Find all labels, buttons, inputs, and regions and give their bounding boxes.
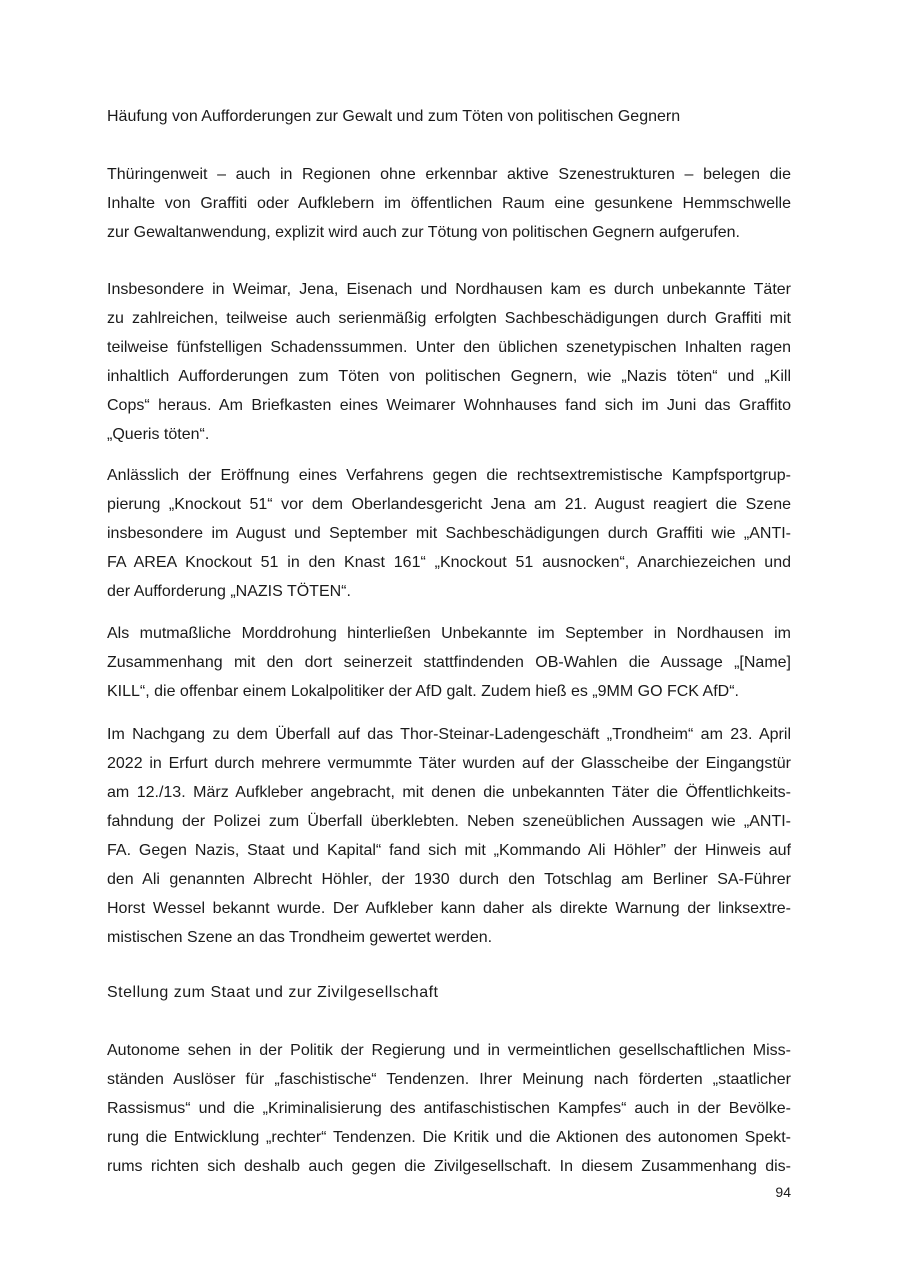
section-heading: Häufung von Aufforderungen zur Gewalt und zum Töten von politischen Gegnern [107, 108, 681, 125]
text-line: zu zahlreichen, teilweise auch serienmäßig erfolgten Sachbeschädigungen durch Graffiti mit [107, 310, 791, 327]
text-line: Horst Wessel bekannt wurde. Der Aufkleber kann daher als direkte Warnung der linksextre- [107, 900, 791, 917]
page-number: 94 [775, 1184, 791, 1200]
text-line: Anlässlich der Eröffnung eines Verfahrens gegen die rechtsextremistische Kampfsportgrup- [107, 467, 791, 484]
section-heading: Stellung zum Staat und zur Zivilgesellschaft [107, 984, 439, 1001]
text-line: teilweise fünfstelligen Schadenssummen. Unter den üblichen szenetypischen Inhalten ragen [107, 339, 791, 356]
text-line: pierung „Knockout 51“ vor dem Oberlandesgericht Jena am 21. August reagiert die Szene [107, 496, 791, 513]
text-line: inhaltlich Aufforderungen zum Töten von politischen Gegnern, wie „Nazis töten“ und „Kill [107, 368, 791, 385]
paragraph [107, 275, 791, 449]
text-line: Rassismus“ und die „Kriminalisierung des antifaschistischen Kampfes“ auch in der Bevölke- [107, 1100, 791, 1117]
text-line: FA. Gegen Nazis, Staat und Kapital“ fand sich mit „Kommando Ali Höhler” der Hinweis auf [107, 842, 791, 859]
text-line: Insbesondere in Weimar, Jena, Eisenach und Nordhausen kam es durch unbekannte Täter [107, 281, 791, 298]
paragraph [107, 720, 791, 952]
text-line: Als mutmaßliche Morddrohung hinterließen Unbekannte im September in Nordhausen im [107, 625, 791, 642]
text-line: zur Gewaltanwendung, explizit wird auch zur Tötung von politischen Gegnern aufgerufen. [107, 224, 740, 241]
paragraph [107, 1036, 791, 1181]
text-line: Autonome sehen in der Politik der Regierung und in vermeintlichen gesellschaftlichen Miss- [107, 1042, 791, 1059]
text-line: Cops“ heraus. Am Briefkasten eines Weimarer Wohnhauses fand sich im Juni das Graffito [107, 397, 791, 414]
text-line: fahndung der Polizei zum Überfall überklebten. Neben szeneüblichen Aussagen wie „ANTI- [107, 813, 791, 830]
text-line: am 12./13. März Aufkleber angebracht, mit denen die unbekannten Täter die Öffentlichkeits- [107, 784, 791, 801]
paragraph [107, 461, 791, 606]
text-line: Zusammenhang mit den dort seinerzeit stattfindenden OB-Wahlen die Aussage „[Name] [107, 654, 791, 671]
text-line: der Aufforderung „NAZIS TÖTEN“. [107, 583, 351, 600]
text-line: insbesondere im August und September mit Sachbeschädigungen durch Graffiti wie „ANTI- [107, 525, 791, 542]
text-line: KILL“, die offenbar einem Lokalpolitiker der AfD galt. Zudem hieß es „9MM GO FCK AfD“. [107, 683, 739, 700]
text-line: rums richten sich deshalb auch gegen die Zivilgesellschaft. In diesem Zusammenhang dis- [107, 1158, 791, 1175]
text-line: mistischen Szene an das Trondheim gewertet werden. [107, 929, 493, 946]
text-line: „Queris töten“. [107, 426, 210, 443]
text-line: Inhalte von Graffiti oder Aufklebern im öffentlichen Raum eine gesunkene Hemmschwelle [107, 195, 791, 212]
text-line: den Ali genannten Albrecht Höhler, der 1930 durch den Totschlag am Berliner SA-Führer [107, 871, 791, 888]
paragraph [107, 619, 791, 706]
text-line: rung die Entwicklung „rechter“ Tendenzen. Die Kritik und die Aktionen des autonomen Spekt- [107, 1129, 791, 1146]
text-line: Thüringenweit – auch in Regionen ohne erkennbar aktive Szenestrukturen – belegen die [107, 166, 791, 183]
paragraph [107, 160, 791, 247]
text-line: 2022 in Erfurt durch mehrere vermummte Täter wurden auf der Glasscheibe der Eingangstür [107, 755, 791, 772]
text-line: FA AREA Knockout 51 in den Knast 161“ „Knockout 51 ausnocken“, Anarchiezeichen und [107, 554, 791, 571]
text-line: ständen Auslöser für „faschistische“ Tendenzen. Ihrer Meinung nach förderten „staatlicher [107, 1071, 791, 1088]
text-line: Im Nachgang zu dem Überfall auf das Thor-Steinar-Ladengeschäft „Trondheim“ am 23. April [107, 726, 791, 743]
